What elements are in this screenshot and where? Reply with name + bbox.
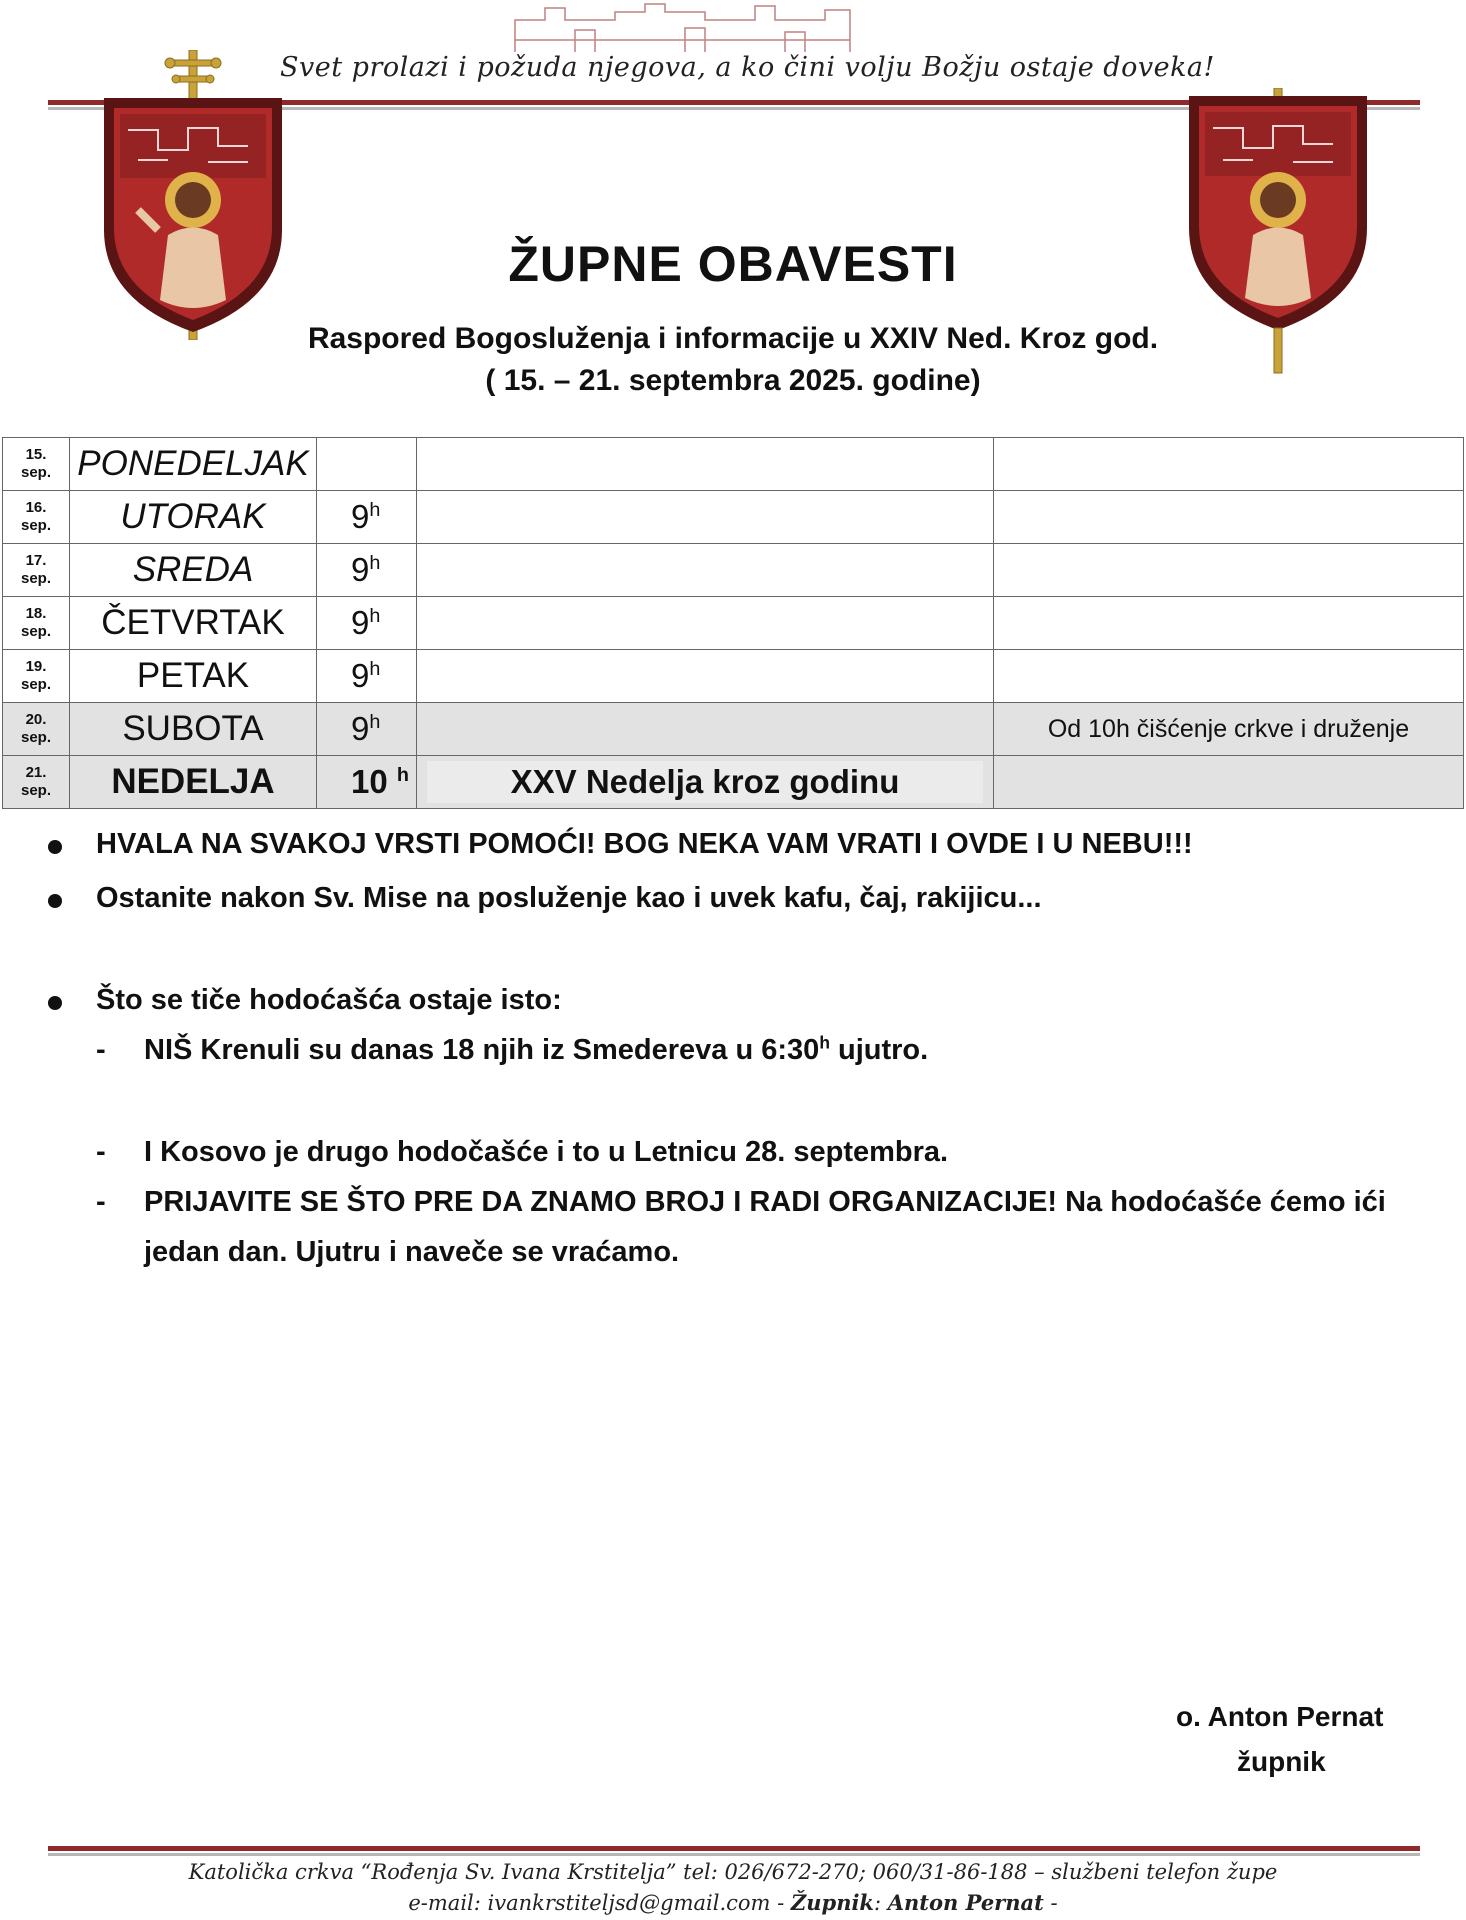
bullet-icon bbox=[48, 996, 62, 1010]
notice-text: HVALA NA SVAKOJ VRSTI POMOĆI! BOG NEKA VAM VRATI I OVDE I U NEBU!!! bbox=[96, 828, 1193, 860]
schedule-row bbox=[3, 756, 1464, 809]
pilgrimage-item-cont: jedan dan. Ujutru i naveče se vraćamo. bbox=[144, 1236, 680, 1268]
footer-email: e-mail: ivankrstiteljsd@gmail.com - Župnik: Anton Pernat - bbox=[408, 1890, 1058, 1915]
desc-cell bbox=[417, 597, 994, 650]
dash-marker: - bbox=[96, 1186, 106, 1218]
schedule-row bbox=[3, 597, 1464, 650]
notice-text: Što se tiče hodoćašća ostaje isto: bbox=[96, 984, 562, 1016]
desc-cell bbox=[417, 438, 994, 491]
note-cell bbox=[994, 650, 1464, 703]
page-title: ŽUPNE OBAVESTI bbox=[508, 236, 958, 292]
day-cell: PETAK bbox=[70, 650, 317, 703]
desc-cell bbox=[417, 544, 994, 597]
bullet-icon bbox=[48, 840, 62, 854]
bullet-icon bbox=[48, 894, 62, 908]
dash-marker: - bbox=[96, 1034, 106, 1066]
pilgrimage-item: PRIJAVITE SE ŠTO PRE DA ZNAMO BROJ I RADI ORGANIZACIJE! Na hodoćašće ćemo ići bbox=[144, 1186, 1386, 1218]
schedule-row bbox=[3, 491, 1464, 544]
page-subtitle: Raspored Bogosluženja i informacije u XXIV Ned. Kroz god. bbox=[307, 322, 1159, 355]
castle-sketch-icon bbox=[505, 0, 865, 54]
date-cell: 15. sep. bbox=[3, 438, 70, 491]
schedule-table bbox=[2, 437, 1464, 809]
bottom-rule bbox=[48, 1846, 1420, 1856]
schedule-row bbox=[3, 544, 1464, 597]
time-cell: 9$^h$ bbox=[317, 491, 417, 544]
schedule-row bbox=[3, 438, 1464, 491]
date-cell: 21. sep. bbox=[3, 756, 70, 809]
note-cell: Od 10h čišćenje crkve i druženje bbox=[994, 703, 1464, 756]
desc-cell bbox=[417, 703, 994, 756]
day-cell: UTORAK bbox=[70, 491, 317, 544]
time-cell bbox=[317, 438, 417, 491]
footer-contact: Katolička crkva “Rođenja Sv. Ivana Krstitelja” tel: 026/672-270; 060/31-86-188 – službeni telefon župe bbox=[188, 1860, 1278, 1884]
time-cell: 9$^h$ bbox=[317, 597, 417, 650]
date-cell: 16. sep. bbox=[3, 491, 70, 544]
pilgrimage-item: NIŠ Krenuli su danas 18 njih iz Smedereva u 6:30$^h$ ujutro. bbox=[144, 1032, 929, 1066]
date-cell: 19. sep. bbox=[3, 650, 70, 703]
sunday-desc: XXV Nedelja kroz godinu bbox=[427, 761, 983, 803]
day-cell: SREDA bbox=[70, 544, 317, 597]
desc-cell bbox=[417, 650, 994, 703]
day-cell: NEDELJA bbox=[70, 756, 317, 809]
date-cell: 18. sep. bbox=[3, 597, 70, 650]
day-cell: ČETVRTAK bbox=[70, 597, 317, 650]
day-cell: PONEDELJAK bbox=[70, 438, 317, 491]
church-shield-icon bbox=[98, 50, 288, 340]
note-cell bbox=[994, 544, 1464, 597]
pilgrimage-item: I Kosovo je drugo hodočašće i to u Letnicu 28. septembra. bbox=[144, 1136, 949, 1168]
signature-name: o. Anton Pernat bbox=[1176, 1701, 1384, 1732]
notice-text: Ostanite nakon Sv. Mise na posluženje kao i uvek kafu, čaj, rakijicu... bbox=[96, 882, 1042, 914]
note-cell bbox=[994, 491, 1464, 544]
note-cell bbox=[994, 597, 1464, 650]
desc-cell bbox=[417, 491, 994, 544]
note-cell bbox=[994, 756, 1464, 809]
time-cell: 9$^h$ bbox=[317, 544, 417, 597]
time-cell: 9$^h$ bbox=[317, 650, 417, 703]
schedule-row bbox=[3, 703, 1464, 756]
date-cell: 20. sep. bbox=[3, 703, 70, 756]
time-cell: 10 $^h$ bbox=[317, 756, 417, 809]
desc-cell bbox=[417, 756, 994, 809]
date-cell: 17. sep. bbox=[3, 544, 70, 597]
schedule-row bbox=[3, 650, 1464, 703]
time-cell: 9$^h$ bbox=[317, 703, 417, 756]
dash-marker: - bbox=[96, 1136, 106, 1168]
motto-text: Svet prolazi i požuda njegova, a ko čini volju Božju ostaje doveka! bbox=[280, 52, 1215, 83]
day-cell: SUBOTA bbox=[70, 703, 317, 756]
signature-role: župnik bbox=[1237, 1746, 1326, 1777]
date-range: ( 15. – 21. septembra 2025. godine) bbox=[485, 364, 981, 397]
note-cell bbox=[994, 438, 1464, 491]
